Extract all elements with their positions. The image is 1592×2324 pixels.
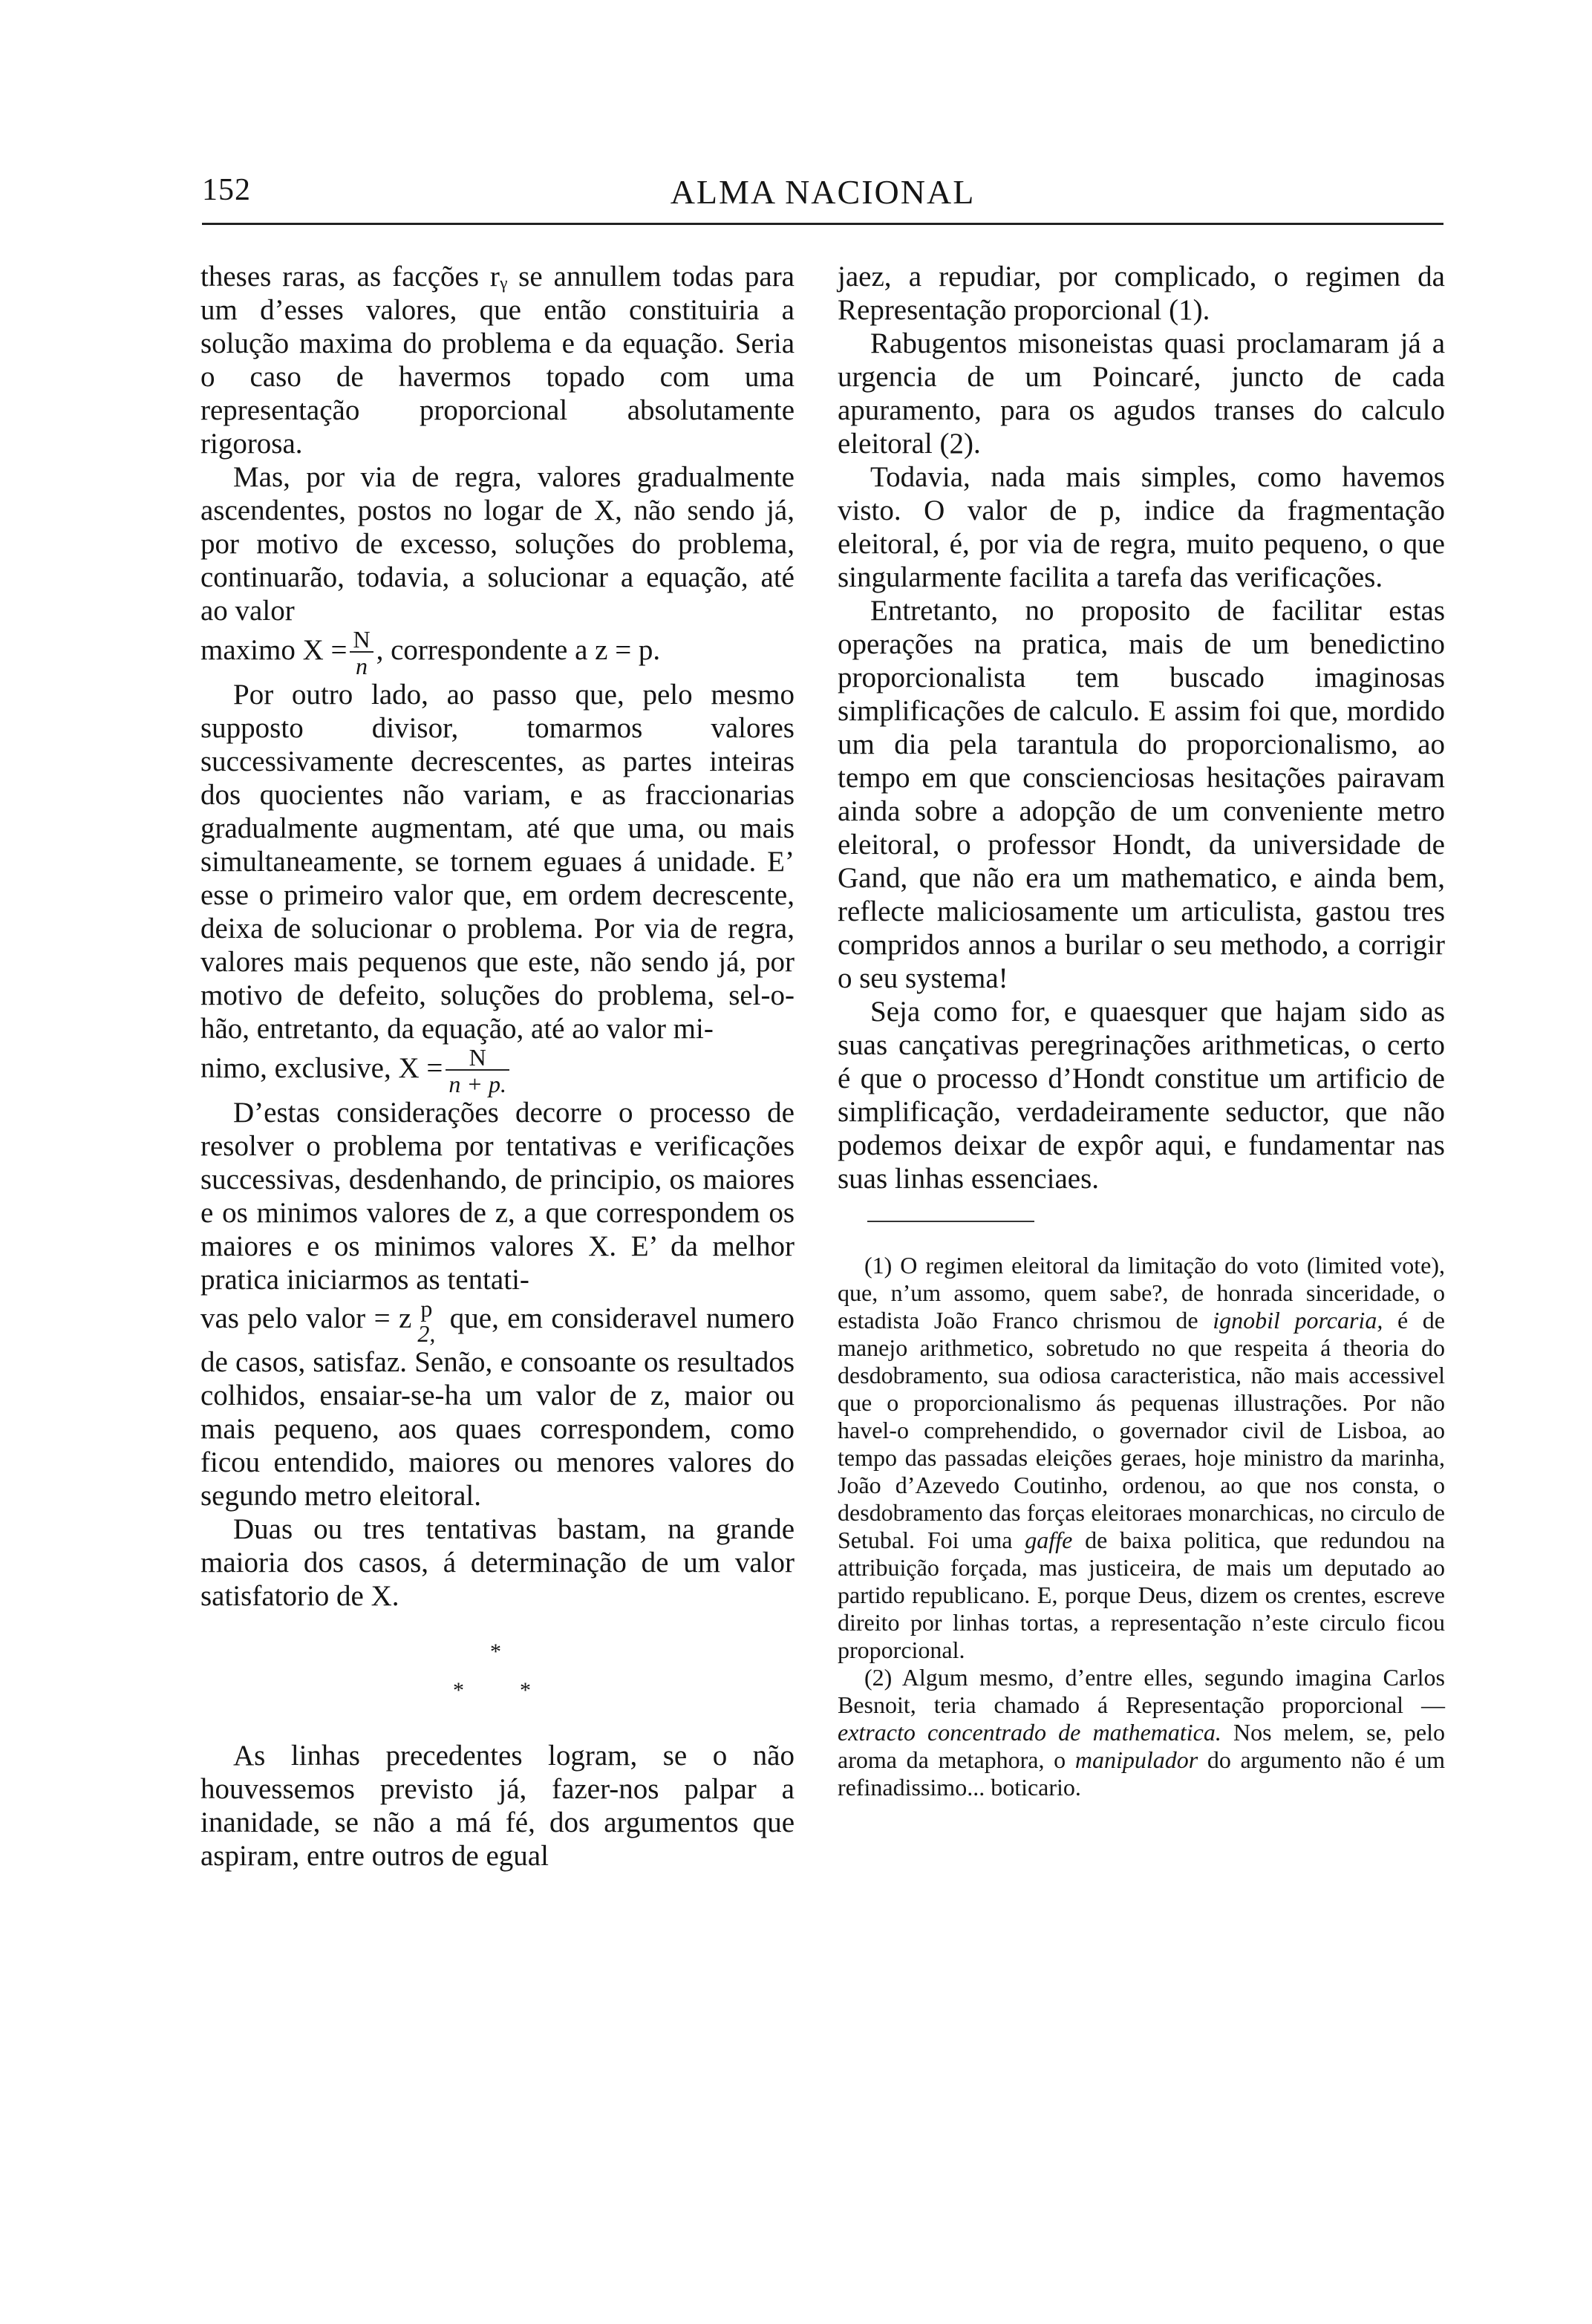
formula-line [200, 1045, 795, 1096]
paragraph: Entretanto, no proposito de facilitar estas operações na pratica, mais de um benedictino proporcionalista tem buscado imaginosas simplificações de calculo. E assim foi que, mordido um dia pela tarantula do proporcionalismo, ao tempo em que conscienciosas hesitações pairavam ainda sobre a adopção de um conveniente metro eleitoral, o professor Hondt, da universidade de Gand, que não era um mathematico, e ainda bem, reflecte maliciosamente um articulista, gastou tres compridos annos a burilar o seu methodo, a corrigir o seu systema! [838, 595, 1445, 994]
footnote-emphasis: ignobil porcaria, [1213, 1307, 1383, 1334]
paragraph: Seja como for, e quaesquer que hajam sido as suas cançativas peregrinações arithmeticas, o certo é que o processo d’Hondt constitue um artificio de simplificação, verdadeiramente seductor, que não podemos deixar de expôr aqui, e fundamentar nas suas linhas essenciaes. [838, 996, 1445, 1195]
paragraph: jaez, a repudiar, por complicado, o regimen da Representação proporcional (1). [838, 261, 1445, 326]
fraction-numerator: N [469, 1044, 486, 1071]
footnote-text: é de manejo arithmetico, sobretudo no que respeita á theoria do desdobramento, sua odiosa caracteristica, não mais accessivel que o proporcionalismo ás pequenas illustrações. Por não havel-o comprehendido, o governador civil de Lisboa, ao tempo das passadas eleições geraes, hoje ministro da marinha, João d’Azevedo Coutinho, ordenou, ao que nos consta, o desdobramento das forças eleitoraes monarchicas, no circulo de Setubal. Foi uma [838, 1307, 1446, 1553]
paragraph: Rabugentos misoneistas quasi proclamaram já a urgencia de um Poincaré, juncto de cada apuramento, para os agudos transes do calculo eleitoral (2). [838, 327, 1445, 460]
page-number: 152 [202, 173, 251, 207]
formula-lead: vas pelo valor = z [200, 1302, 412, 1334]
running-head [202, 172, 1443, 217]
formula-lead: maximo X = [200, 633, 348, 666]
paragraph: Todavia, nada mais simples, como havemos visto. O valor de p, indice da fragmentação eleitoral, é, por via de regra, muito pequeno, o que singularmente facilita a tarefa das verificações. [838, 461, 1445, 593]
fraction-p-over-2 [414, 1296, 438, 1345]
footnote-1 [838, 1252, 1445, 1664]
paragraph [200, 460, 795, 627]
fraction-n-over-n [350, 627, 373, 678]
header-rule [202, 223, 1443, 225]
formula-trail: , correspondente a z = p. [376, 633, 661, 666]
journal-title: ALMA NACIONAL [670, 173, 976, 211]
fraction-denominator: n [350, 651, 373, 678]
paragraph-text: Mas, por via de regra, valores gradualmente ascendentes, postos no logar de X, não sendo já, por motivo de excesso, soluções do problema, continuarão, todavia, a solucionar a equação, até ao valor [200, 461, 795, 627]
paragraph [200, 1296, 795, 1512]
fraction-denominator: 2, [417, 1320, 436, 1347]
section-asterism [200, 1635, 795, 1717]
footnotes [838, 1252, 1445, 1801]
right-column [838, 260, 1445, 1801]
asterisk: * [520, 1678, 531, 1703]
fraction-numerator: N [353, 626, 371, 653]
fraction-n-over-n-plus-p [446, 1045, 509, 1096]
footnote-emphasis: extracto concentrado de mathematica. [838, 1719, 1221, 1746]
footnote-text: Nos melem, se, pelo aroma da metaphora, o [838, 1719, 1445, 1773]
left-column [200, 260, 795, 1873]
paragraph: As linhas precedentes logram, se o não houvessemos previsto já, fazer-nos palpar a inanidade, se não a má fé, dos argumentos que aspiram, entre outros de egual [200, 1740, 795, 1872]
footnote-emphasis: manipulador [1074, 1746, 1198, 1773]
fraction-denominator: n + p. [446, 1069, 509, 1096]
footnote-text: do argumento não é um refinadissimo... boticario. [838, 1746, 1446, 1801]
footnote-2 [838, 1664, 1445, 1801]
fraction-numerator: p [420, 1295, 433, 1322]
formula-line [200, 627, 795, 678]
footnote-text: (2) Algum mesmo, d’entre elles, segundo imagina Carlos Besnoit, teria chamado á Representação proporcional — [838, 1664, 1445, 1718]
paragraph: Duas ou tres tentativas bastam, na grande maioria dos casos, á determinação de um valor satisfatorio de X. [200, 1513, 795, 1612]
paragraph: D’estas considerações decorre o processo de resolver o problema por tentativas e verificações successivas, desdenhando, de principio, os maiores e os minimos valores de z, a que correspondem os maiores e os minimos valores X. E’ da melhor pratica iniciarmos as tentati- [200, 1097, 795, 1296]
footnote-text: de baixa politica, que redundou na attribuição forçada, mas justiceira, de mais um deputado ao partido republicano. E, porque Deus, dizem os crentes, escreve direito por linhas tortas, a representação n’este circulo ficou proporcional. [838, 1527, 1446, 1663]
asterisk: * [490, 1639, 501, 1664]
paragraph: theses raras, as facções rᵧ se annullem todas para um d’esses valores, que então constituiria a solução maxima do problema e da equação. Seria o caso de havermos topado com uma representação proporcional absolutamente rigorosa. [200, 261, 795, 460]
footnote-text: (1) O regimen eleitoral da limitação do voto (limited vote), que, n’um assomo, quem sabe?, de honrada sinceridade, o estadista João Franco chrismou de [838, 1252, 1445, 1334]
asterisk: * [453, 1678, 464, 1703]
paragraph-text: que, em consideravel numero de casos, satisfaz. Senão, e consoante os resultados colhidos, ensaiar-se-ha um valor de z, maior ou mais pequeno, aos quaes correspondem, como ficou entendido, maiores ou menores valores do segundo metro eleitoral. [200, 1302, 795, 1512]
formula-lead: nimo, exclusive, X = [200, 1051, 443, 1084]
footnote-rule [867, 1221, 1034, 1222]
footnote-emphasis: gaffe [1025, 1527, 1073, 1553]
paragraph: Por outro lado, ao passo que, pelo mesmo supposto divisor, tomarmos valores successivamente decrescentes, as partes inteiras dos quocientes não variam, e as fraccionarias gradualmente augmentam, até que uma, ou mais simultaneamente, se tornem eguaes á unidade. E’ esse o primeiro valor que, em ordem decrescente, deixa de solucionar o problema. Por via de regra, valores mais pequenos que este, não sendo já, por motivo de defeito, soluções do problema, sel-o-hão, entretanto, da equação, até ao valor mi- [200, 679, 795, 1045]
